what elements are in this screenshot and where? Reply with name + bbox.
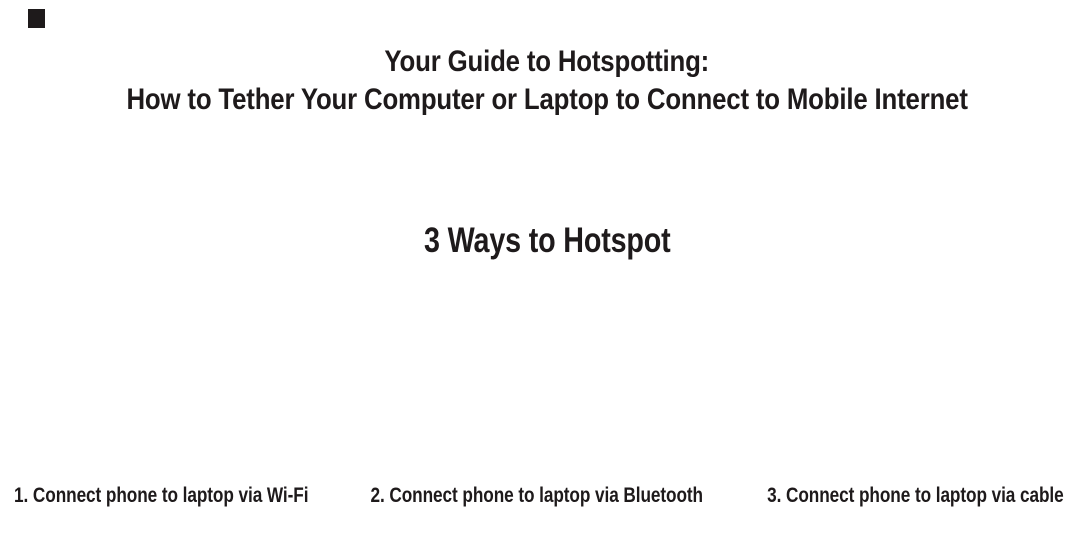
page-title (14, 43, 1080, 119)
step-caption-cable (702, 484, 1064, 508)
step-caption-cable-text: 3. Connect phone to laptop via cable (767, 484, 1064, 507)
page-title-line-1-text: Your Guide to Hotspotting: (384, 45, 710, 78)
step-caption-wifi-text: 1. Connect phone to laptop via Wi-Fi (14, 484, 309, 507)
page-title-line-2 (14, 81, 1080, 119)
section-heading-text: 3 Ways to Hotspot (423, 221, 671, 260)
page-title-line-2-text: How to Tether Your Computer or Laptop to Connect to Mobile Internet (126, 83, 968, 116)
corner-mark (28, 9, 45, 28)
page-title-line-1 (14, 43, 1080, 81)
section-heading (14, 221, 1080, 261)
step-caption-bluetooth-text: 2. Connect phone to laptop via Bluetooth (370, 484, 704, 507)
